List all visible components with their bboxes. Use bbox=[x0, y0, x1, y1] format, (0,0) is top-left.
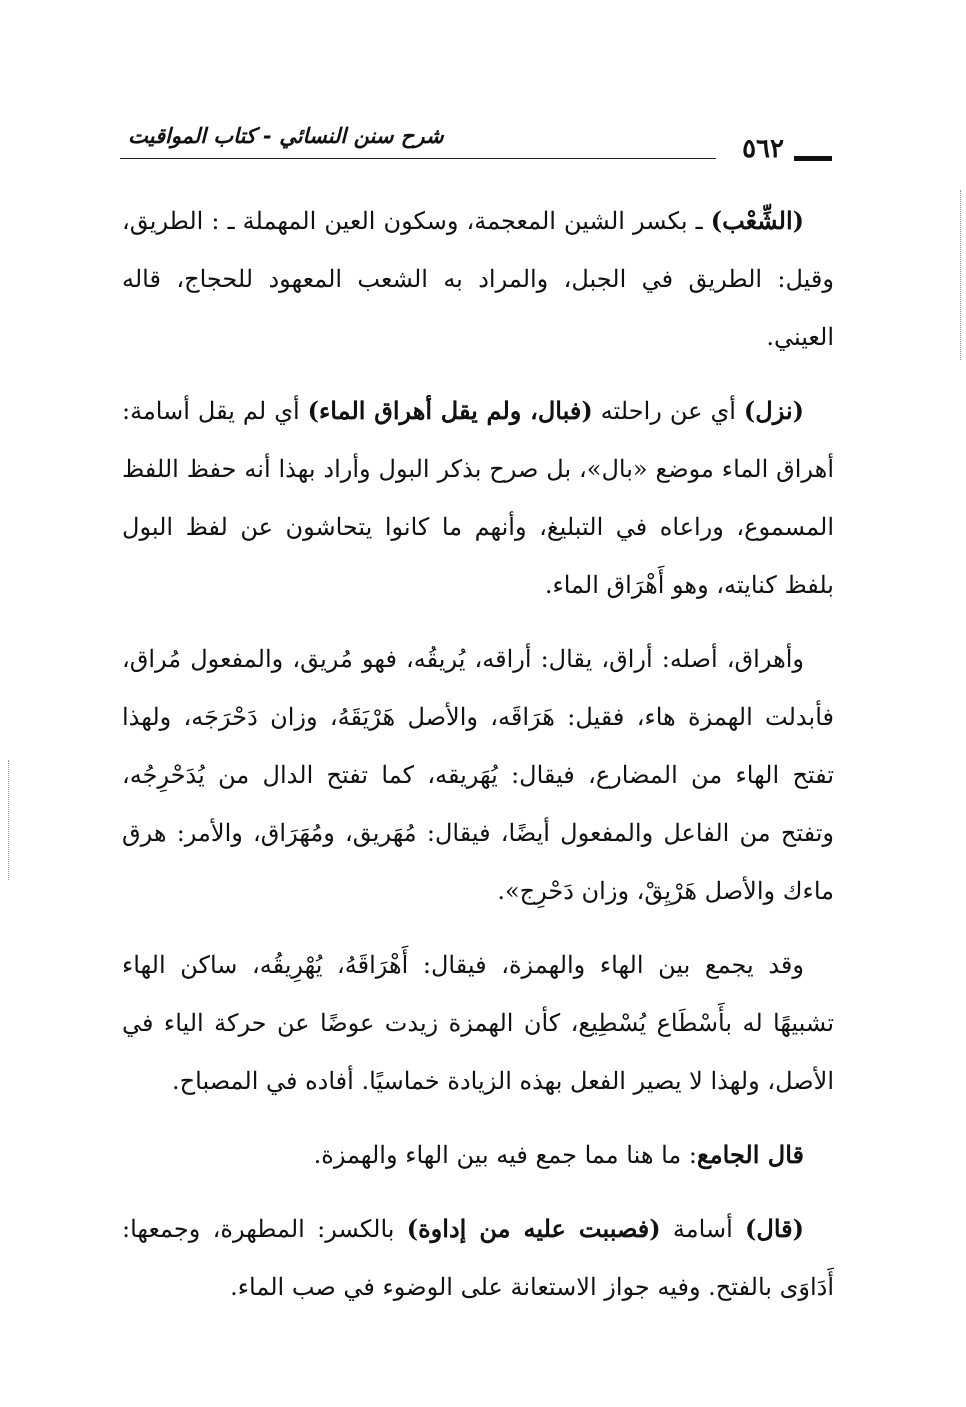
page-number-dash bbox=[794, 156, 832, 161]
paragraph bbox=[122, 192, 834, 366]
paragraph bbox=[122, 630, 834, 920]
text-span: ـ بكسر الشين المعجمة، وسكون العين المهملة ـ : الطريق، وقيل: الطريق في الجبل، والمراد به الشعب المعهود للحجاج، قاله العيني. bbox=[122, 207, 834, 351]
paragraph bbox=[122, 936, 834, 1110]
text-span: أسامة bbox=[660, 1215, 746, 1243]
scan-margin-mark bbox=[8, 760, 9, 880]
bold-quote: (فبال، ولم يقل أهراق الماء) bbox=[307, 396, 593, 425]
header-rule bbox=[120, 158, 716, 159]
paragraph bbox=[122, 1126, 834, 1184]
running-title: شرح سنن النسائي - كتاب المواقيت bbox=[128, 124, 444, 148]
text-span: بالكسر: المطهرة، وجمعها: أَدَاوَى بالفتح. وفيه جواز الاستعانة على الوضوء في صب الماء. bbox=[122, 1215, 834, 1301]
text-span: : ما هنا مما جمع فيه بين الهاء والهمزة. bbox=[313, 1141, 697, 1169]
scan-margin-mark bbox=[960, 190, 961, 360]
bold-term: (قال) bbox=[745, 1214, 804, 1243]
body-text bbox=[122, 192, 834, 1332]
bold-term: قال الجامع bbox=[697, 1140, 804, 1169]
paragraph bbox=[122, 1200, 834, 1316]
page-header bbox=[120, 118, 832, 178]
bold-term: (الشِّعْب) bbox=[710, 206, 804, 235]
page-number: ٥٦٢ bbox=[742, 134, 784, 164]
bold-quote: (فصببت عليه من إداوة) bbox=[406, 1214, 661, 1243]
bold-term: (نزل) bbox=[743, 396, 804, 425]
text-span: أي لم يقل أسامة: أهراق الماء موضع «بال»، بل صرح بذكر البول وأراد بهذا أنه حفظ اللفظ المسموع، وراعاه في التبليغ، وأنهم ما كانوا يتحاشون عن لفظ البول بلفظ كنايته، وهو أَهْرَاق الماء. bbox=[122, 397, 834, 599]
text-span: أي عن راحلته bbox=[592, 397, 744, 425]
text-span: وقد يجمع بين الهاء والهمزة، فيقال: أَهْرَاقَهُ، يُهْرِيقُه، ساكن الهاء تشبيهًا له بأَسْطَاع يُسْطِيع، كأن الهمزة زيدت عوضًا عن حركة الياء في الأصل، ولهذا لا يصير الفعل بهذه الزيادة خماسيًا. أفاده في المصباح. bbox=[122, 951, 834, 1095]
paragraph bbox=[122, 382, 834, 614]
text-span: وأهراق، أصله: أراق، يقال: أراقه، يُريقُه، فهو مُريق، والمفعول مُراق، فأبدلت الهمزة هاء، فقيل: هَرَاقَه، والأصل هَرْيَقَهُ، وزان دَحْرَجَه، ولهذا تفتح الهاء من المضارع، فيقال: يُهَريقه، كما تفتح الدال من يُدَحْرِجُه، وتفتح من الفاعل والمفعول أيضًا، فيقال: مُهَريق، ومُهَرَاق، والأمر: هرق ماءك والأصل هَرْيِقْ، وزان دَحْرِج». bbox=[122, 645, 834, 905]
